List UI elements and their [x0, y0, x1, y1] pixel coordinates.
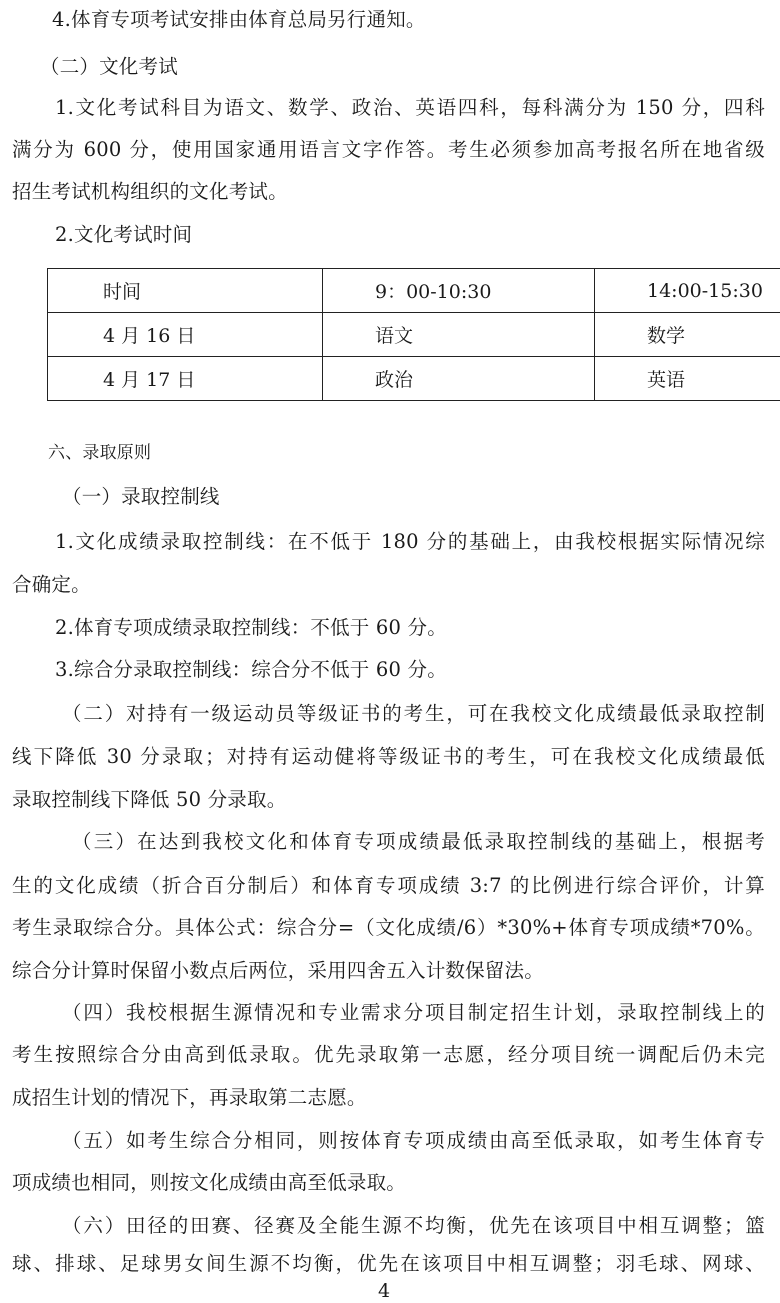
paragraph-line: 满分为 600 分，使用国家通用语言文字作答。考生必须参加高考报名所在地省级 [12, 138, 765, 162]
paragraph-line: 4.体育专项考试安排由体育总局另行通知。 [52, 8, 426, 32]
subsection-heading: （一）录取控制线 [62, 485, 220, 509]
section-heading: 六、录取原则 [48, 441, 151, 465]
table-row [48, 357, 780, 401]
table-cell: 4 月 17 日 [48, 357, 323, 401]
paragraph-line: 录取控制线下降低 50 分录取。 [12, 788, 286, 812]
paragraph-line: 3.综合分录取控制线：综合分不低于 60 分。 [55, 658, 447, 682]
paragraph-line: （五）如考生综合分相同，则按体育专项成绩由高至低录取，如考生体育专 [62, 1129, 765, 1153]
paragraph-line: 考生录取综合分。具体公式：综合分=（文化成绩/6）*30%+体育专项成绩*70%。 [12, 916, 765, 940]
table-cell: 语文 [323, 313, 595, 357]
table-header-cell: 9：00-10:30 [323, 269, 595, 313]
paragraph-line: （三）在达到我校文化和体育专项成绩最低录取控制线的基础上，根据考 [72, 830, 765, 854]
table-header-cell: 14:00-15:30 [595, 269, 780, 313]
paragraph-line: （六）田径的田赛、径赛及全能生源不均衡，优先在该项目中相互调整；篮 [62, 1214, 765, 1238]
paragraph-line: 合确定。 [12, 573, 91, 597]
page-number: 4 [378, 1279, 390, 1303]
paragraph-line: 生的文化成绩（折合百分制后）和体育专项成绩 3:7 的比例进行综合评价，计算 [12, 874, 765, 898]
table-header-cell: 时间 [48, 269, 323, 313]
table-row [48, 313, 780, 357]
paragraph-line: 2.体育专项成绩录取控制线：不低于 60 分。 [55, 616, 447, 640]
paragraph-line: 球、排球、足球男女间生源不均衡，优先在该项目中相互调整；羽毛球、网球、 [12, 1252, 765, 1276]
paragraph-line: 1.文化成绩录取控制线：在不低于 180 分的基础上，由我校根据实际情况综 [55, 530, 765, 554]
table-cell: 英语 [595, 357, 780, 401]
paragraph-line: 线下降低 30 分录取；对持有运动健将等级证书的考生，可在我校文化成绩最低 [12, 745, 765, 769]
paragraph-line: 招生考试机构组织的文化考试。 [12, 180, 288, 204]
table-cell: 政治 [323, 357, 595, 401]
paragraph-line: 1.文化考试科目为语文、数学、政治、英语四科，每科满分为 150 分，四科 [55, 96, 765, 120]
paragraph-line: 考生按照综合分由高到低录取。优先录取第一志愿，经分项目统一调配后仍未完 [12, 1043, 765, 1067]
section-heading: （二）文化考试 [40, 55, 178, 79]
table-cell: 4 月 16 日 [48, 313, 323, 357]
paragraph-line: 2.文化考试时间 [55, 223, 192, 247]
paragraph-line: 项成绩也相同，则按文化成绩由高至低录取。 [12, 1171, 406, 1195]
paragraph-line: （四）我校根据生源情况和专业需求分项目制定招生计划，录取控制线上的 [62, 1001, 765, 1025]
paragraph-line: （二）对持有一级运动员等级证书的考生，可在我校文化成绩最低录取控制 [62, 702, 765, 726]
table-header-row [48, 269, 780, 313]
exam-schedule-table [47, 268, 780, 401]
paragraph-line: 成招生计划的情况下，再录取第二志愿。 [12, 1086, 367, 1110]
paragraph-line: 综合分计算时保留小数点后两位，采用四舍五入计数保留法。 [12, 959, 544, 983]
table-cell: 数学 [595, 313, 780, 357]
